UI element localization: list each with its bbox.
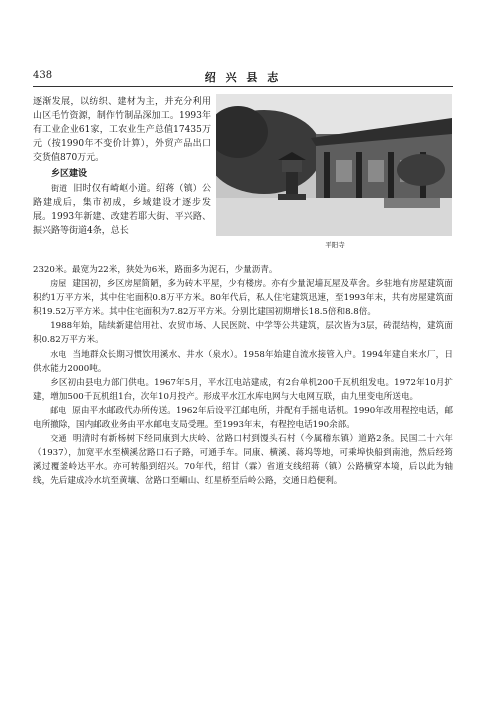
housing-text: 建国初，乡区房屋简陋，多为砖木平屋，少有楼房。亦有少量泥墙瓦屋及草舍。乡驻地有房屋建筑面积约1万平方米，其中住宅面积0.8万平方米。80年代后，私人住宅建筑迅速，至1993年末，共有房屋建筑面积19.52万平方米。其中住宅面积为7.82万平方米。分别比建国初期增长18.5倍和8.8倍。 <box>33 279 453 318</box>
street-paragraph <box>33 182 211 238</box>
left-column <box>33 95 211 238</box>
main-text <box>33 263 453 489</box>
paragraph-1988: 1988年始，陆续新建信用社、农贸市场、人民医院、中学等公共建筑，层次皆为3层，砖混结构，建筑面积0.82万平方米。 <box>33 321 453 346</box>
intro-paragraph: 逐渐发展，以纺织、建材为主，并充分利用山区毛竹资源，制作竹制品深加工。1993年有工业企业61家，工农业生产总值17435万元（按1990年不变价计算），外贸产品出口交货值870万元。 <box>33 97 211 164</box>
post-text: 原由平水邮政代办所传送。1962年后设平江邮电所，并配有手摇电话机。1990年改用程控电话，邮电所撤除，国内邮政业务由平水邮电支局受理。至1993年末，有程控电话190余部。 <box>33 405 453 431</box>
traffic-lead: 交通 <box>50 434 67 444</box>
housing-paragraph <box>33 277 453 319</box>
street-text-continued: 2320米。最宽为22米，狭处为6米，路面多为泥石，少量沥青。 <box>33 265 278 275</box>
post-paragraph <box>33 404 453 432</box>
water-text: 当地群众长期习惯饮用溪水、井水（泉水）。1958年始建自流水接管入户。1994年建自来水厂，日供水能力2000吨。 <box>33 349 453 374</box>
traffic-paragraph <box>33 432 453 488</box>
page-number: 438 <box>33 70 53 81</box>
photo-caption: 平阳寺 <box>325 241 345 249</box>
housing-lead: 房屋 <box>50 279 67 289</box>
page-header <box>33 70 453 86</box>
street-text: 旧时仅有崎岖小道。绍蒋（镇）公路建成后，集市初成，乡域建设才逐步发展。1993年新建、改建若耶大街、平兴路、振兴路等街道4条，总长 <box>33 183 211 236</box>
book-title: 绍 兴 县 志 <box>204 71 282 84</box>
temple-photo-illustration <box>216 94 452 236</box>
section-heading: 乡区建设 <box>51 169 88 180</box>
water-lead: 水电 <box>50 349 67 359</box>
street-lead: 街道 <box>51 183 68 193</box>
water-paragraph <box>33 348 453 376</box>
post-lead: 邮电 <box>50 405 67 415</box>
temple-photo <box>216 94 452 236</box>
power-paragraph: 乡区初由县电力部门供电。1967年5月，平水江电站建成，有2台单机200千瓦机组发电。1972年10月扩建，增加500千瓦机组1台，次年10月投产。形成平水江水库电网与大电网互联，由九里变电所送电。 <box>33 377 453 402</box>
header-rule <box>33 86 453 87</box>
traffic-text: 明清时有新杨树下经同康到大庆岭、岔路口村到馒头石村（今属稽东镇）道路2条。民国二十六年（1937），加宽平水至横溪岔路口石子路，可通手车。同康、横溪、蒋坞等地，可乘埠快船到南池，然后经筠溪过覆釜岭达平水。亦可转船到绍兴。70年代，绍甘（霖）省道支线绍蒋（镇）公路横穿本境，后以此为轴线，先后建成冷水坑至黄壤、岔路口至嵋山、红星桥至后岭公路，交通日趋便利。 <box>33 434 453 487</box>
